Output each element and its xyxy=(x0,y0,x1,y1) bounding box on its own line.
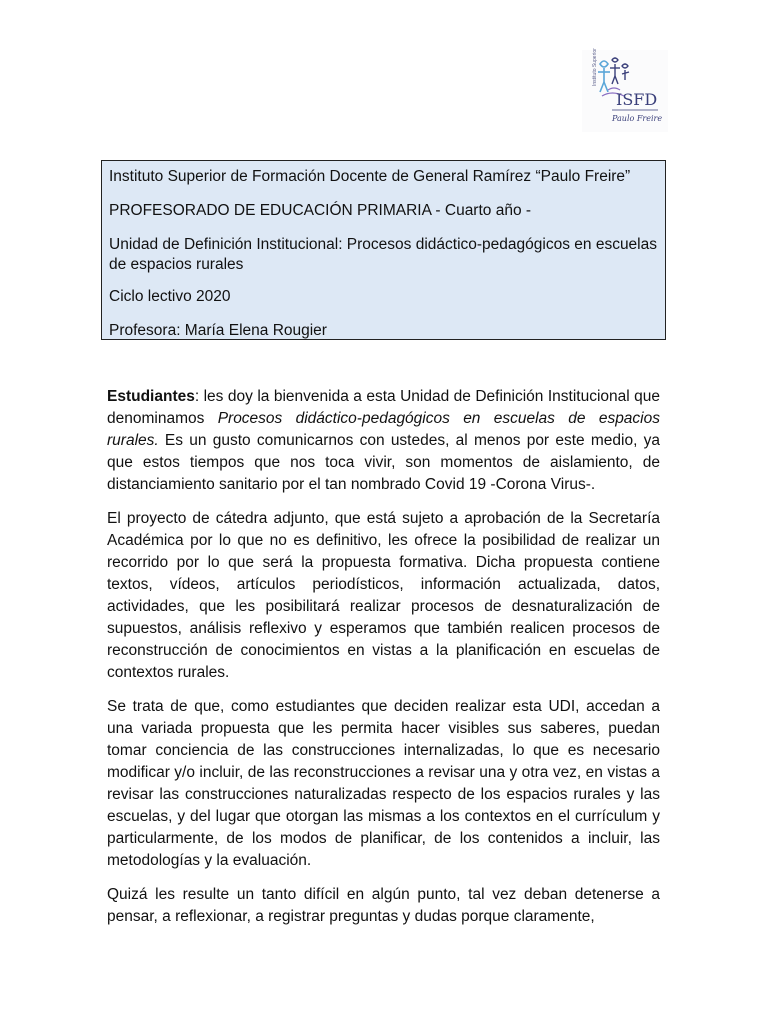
letter-body xyxy=(107,386,660,940)
paragraph-reflection: Quizá les resulte un tanto difícil en algún punto, tal vez deban detenerse a pensar, a reflexionar, a registrar preguntas y dudas porque claramente, xyxy=(107,886,660,925)
paragraph-project: El proyecto de cátedra adjunto, que está sujeto a aprobación de la Secretaría Académica por lo que no es definitivo, les ofrece la posibilidad de realizar un recorrido por lo que será la propuesta formativa. Dicha propuesta contiene textos, vídeos, artículos periodísticos, información actualizada, datos, actividades, que les posibilitará realizar procesos de desnaturalización de supuestos, análisis reflexivo y esperamos que también realicen procesos de reconstrucción de conocimientos en vistas a la planificación en escuelas de contextos rurales. xyxy=(107,510,660,681)
logo-vertical-text: Instituto Superior xyxy=(592,48,598,86)
logo-name-text: Paulo Freire xyxy=(612,114,663,123)
course-info-box xyxy=(101,160,666,340)
welcome-text-b: Es un gusto comunicarnos con ustedes, al menos por este medio, ya que estos tiempos que nos toca vivir, son momentos de aislamiento, de distanciamiento sanitario por el tan nombrado Covid 19 -Corona Virus-. xyxy=(107,432,660,493)
greeting-lead: Estudiantes xyxy=(107,388,195,405)
welcome-text-a: : les doy la bienvenida a esta Unidad de Definición Institucional que denominamos xyxy=(107,388,660,427)
paragraph-welcome xyxy=(107,386,660,496)
logo-isfd-text: ISFD xyxy=(616,90,658,109)
paragraph-purpose: Se trata de que, como estudiantes que deciden realizar esta UDI, accedan a una variada propuesta que les permita hacer visibles sus saberes, puedan tomar conciencia de las construcciones internalizadas, lo que es necesario modificar y/o incluir, de las reconstrucciones a revisar una y otra vez, en vistas a revisar las construcciones naturalizadas respecto de los espacios rurales y las escuelas, y del lugar que otorgan las mismas a los contextos en el currículum y particularmente, de los modos de planificar, de los contenidos a incluir, las metodologías y la evaluación. xyxy=(107,698,660,869)
teacher-name: Profesora: María Elena Rougier xyxy=(109,322,327,339)
institution-name: Instituto Superior de Formación Docente de General Ramírez “Paulo Freire” xyxy=(109,168,631,185)
program-name: PROFESORADO DE EDUCACIÓN PRIMARIA - Cuarto año - xyxy=(109,202,532,219)
unit-title-italic: Procesos didáctico-pedagógicos en escuelas de espacios rurales. xyxy=(107,410,660,449)
unit-name: Unidad de Definición Institucional: Procesos didáctico-pedagógicos en escuelas de espacios rurales xyxy=(109,236,657,273)
isfd-logo xyxy=(582,50,668,132)
school-year: Ciclo lectivo 2020 xyxy=(109,288,231,305)
